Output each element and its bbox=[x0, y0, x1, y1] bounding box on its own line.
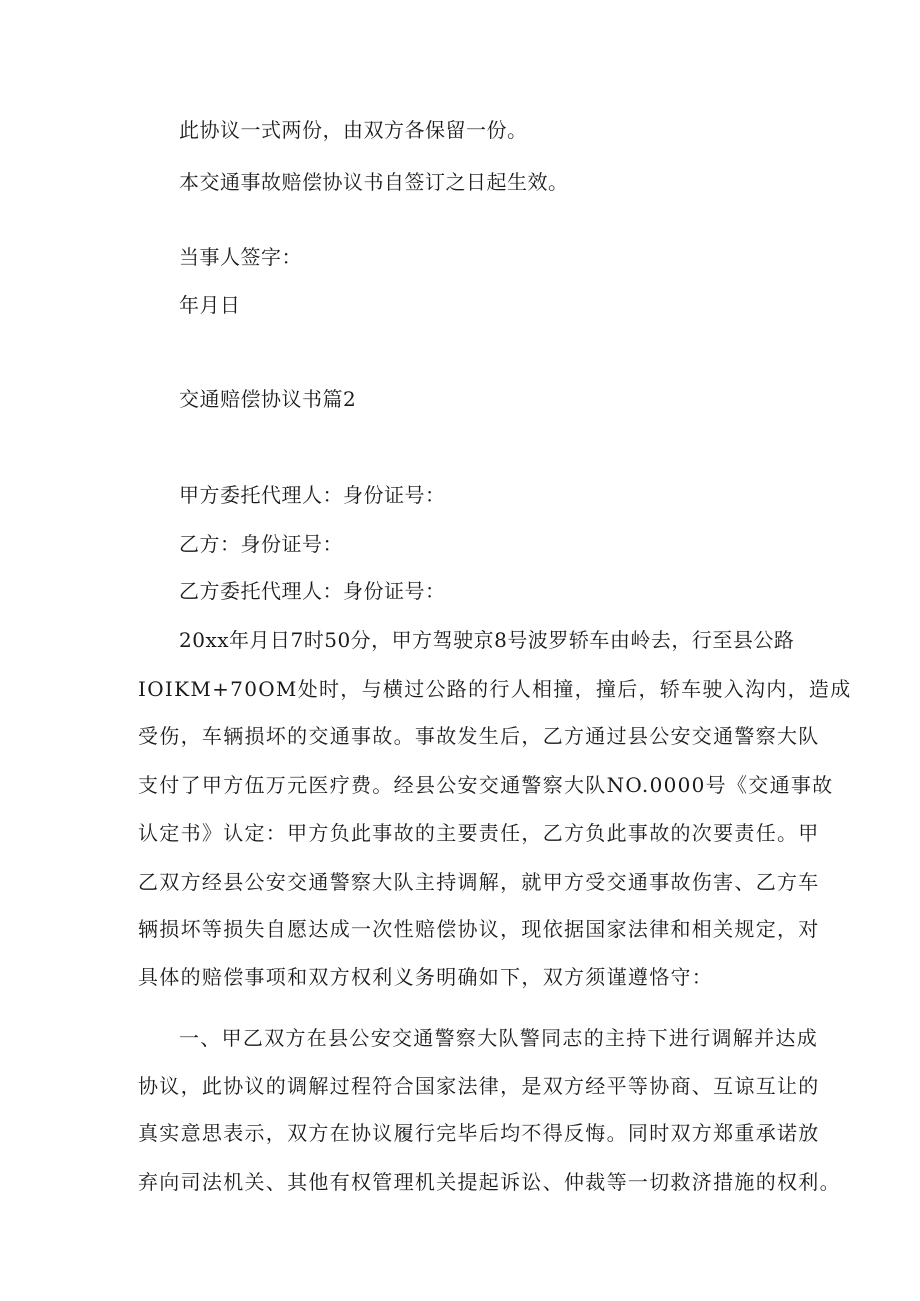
paragraph2-line: 协议，此协议的调解过程符合国家法律，是双方经平等协商、互谅互让的 bbox=[138, 1074, 820, 1098]
paragraph1-line: 具体的赔偿事项和双方权利义务明确如下，双方须谨遵恪守： bbox=[138, 965, 714, 989]
paragraph1-line: 受伤，车辆损坏的交通事故。事故发生后，乙方通过县公安交通警察大队 bbox=[138, 724, 820, 748]
paragraph2-line: 一、甲乙双方在县公安交通警察大队警同志的主持下进行调解并达成 bbox=[179, 1026, 818, 1050]
paragraph1-line: 支付了甲方伍万元医疗费。经县公安交通警察大队NO.0000号《交通事故 bbox=[138, 773, 834, 797]
closing-copies: 此协议一式两份，由双方各保留一份。 bbox=[179, 118, 528, 142]
paragraph1-line: 认定书》认定：甲方负此事故的主要责任，乙方负此事故的次要责任。甲 bbox=[138, 821, 820, 845]
paragraph2-line: 真实意思表示，双方在协议履行完毕后均不得反悔。同时双方郑重承诺放 bbox=[138, 1121, 820, 1145]
section-title: 交通赔偿协议书篇2 bbox=[179, 387, 357, 411]
paragraph2-line: 弃向司法机关、其他有权管理机关提起诉讼、仲裁等一切救济措施的权利。 bbox=[138, 1170, 841, 1194]
signature-label: 当事人签字： bbox=[179, 245, 302, 269]
party-a-agent: 甲方委托代理人：身份证号： bbox=[179, 483, 446, 507]
paragraph1-line: 乙双方经县公安交通警察大队主持调解，就甲方受交通事故伤害、乙方车 bbox=[138, 870, 820, 894]
closing-effective: 本交通事故赔偿协议书自签订之日起生效。 bbox=[179, 170, 569, 194]
paragraph1-line: 辆损坏等损失自愿达成一次性赔偿协议，现依据国家法律和相关规定，对 bbox=[138, 917, 820, 941]
date-label: 年月日 bbox=[179, 293, 241, 317]
paragraph1-line: 20xx年月日7时50分，甲方驾驶京8号波罗轿车由岭去，行至县公路 bbox=[179, 628, 795, 652]
party-b: 乙方：身份证号： bbox=[179, 532, 343, 556]
party-b-agent: 乙方委托代理人：身份证号： bbox=[179, 579, 446, 603]
paragraph1-line: IOIKM+70OM处时，与横过公路的行人相撞，撞后，轿车驶入沟内，造成 bbox=[138, 677, 852, 701]
